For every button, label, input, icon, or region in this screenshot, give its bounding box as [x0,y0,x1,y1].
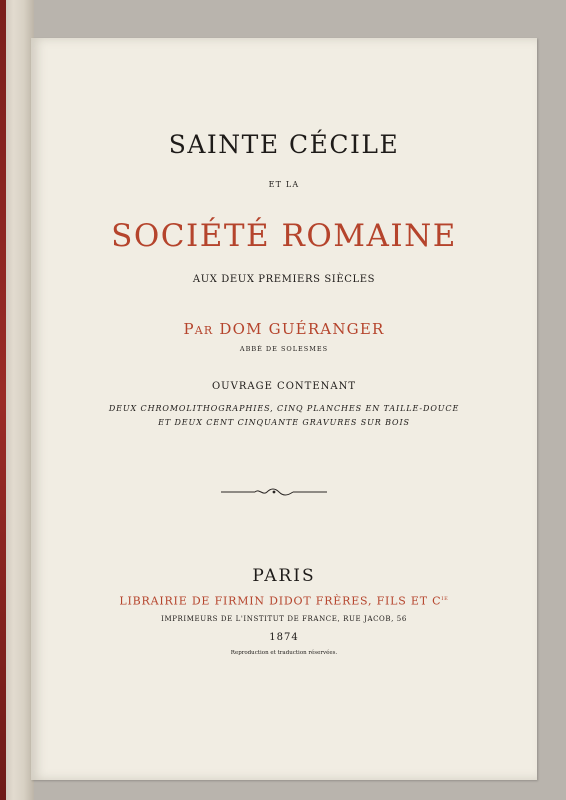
subtitle: AUX DEUX PREMIERS SIÈCLES [192,274,376,285]
contents-line-1: DEUX CHROMOLITHOGRAPHIES, CINQ PLANCHES EN TAILLE-DOUCE [108,404,460,413]
author-name: DOM GUÉRANGER [219,320,385,338]
book-binding [0,0,6,800]
publisher-line [31,594,537,608]
title-line-2: SOCIÉTÉ ROMAINE [111,218,457,254]
author-line [31,320,537,338]
publication-year: 1874 [269,632,299,643]
typographic-ornament [221,486,327,498]
title-page [31,38,537,780]
contents-heading: OUVRAGE CONTENANT [211,381,357,392]
author-role: ABBÉ DE SOLESMES [239,345,329,353]
publisher-superscript: ie [441,594,449,602]
printers-line: IMPRIMEURS DE L'INSTITUT DE FRANCE, RUE JACOB, 56 [161,615,407,623]
imprint-city: PARIS [252,566,316,586]
title-connector: ET LA [268,180,300,189]
title-line-1: SAINTE CÉCILE [168,130,400,159]
publisher-name: LIBRAIRIE DE FIRMIN DIDOT FRÈRES, FILS ET C [119,594,442,608]
contents-line-2: ET DEUX CENT CINQUANTE GRAVURES SUR BOIS [158,418,410,427]
rights-notice: Reproduction et traduction réservées. [230,650,338,656]
author-prefix: Par [183,320,214,338]
